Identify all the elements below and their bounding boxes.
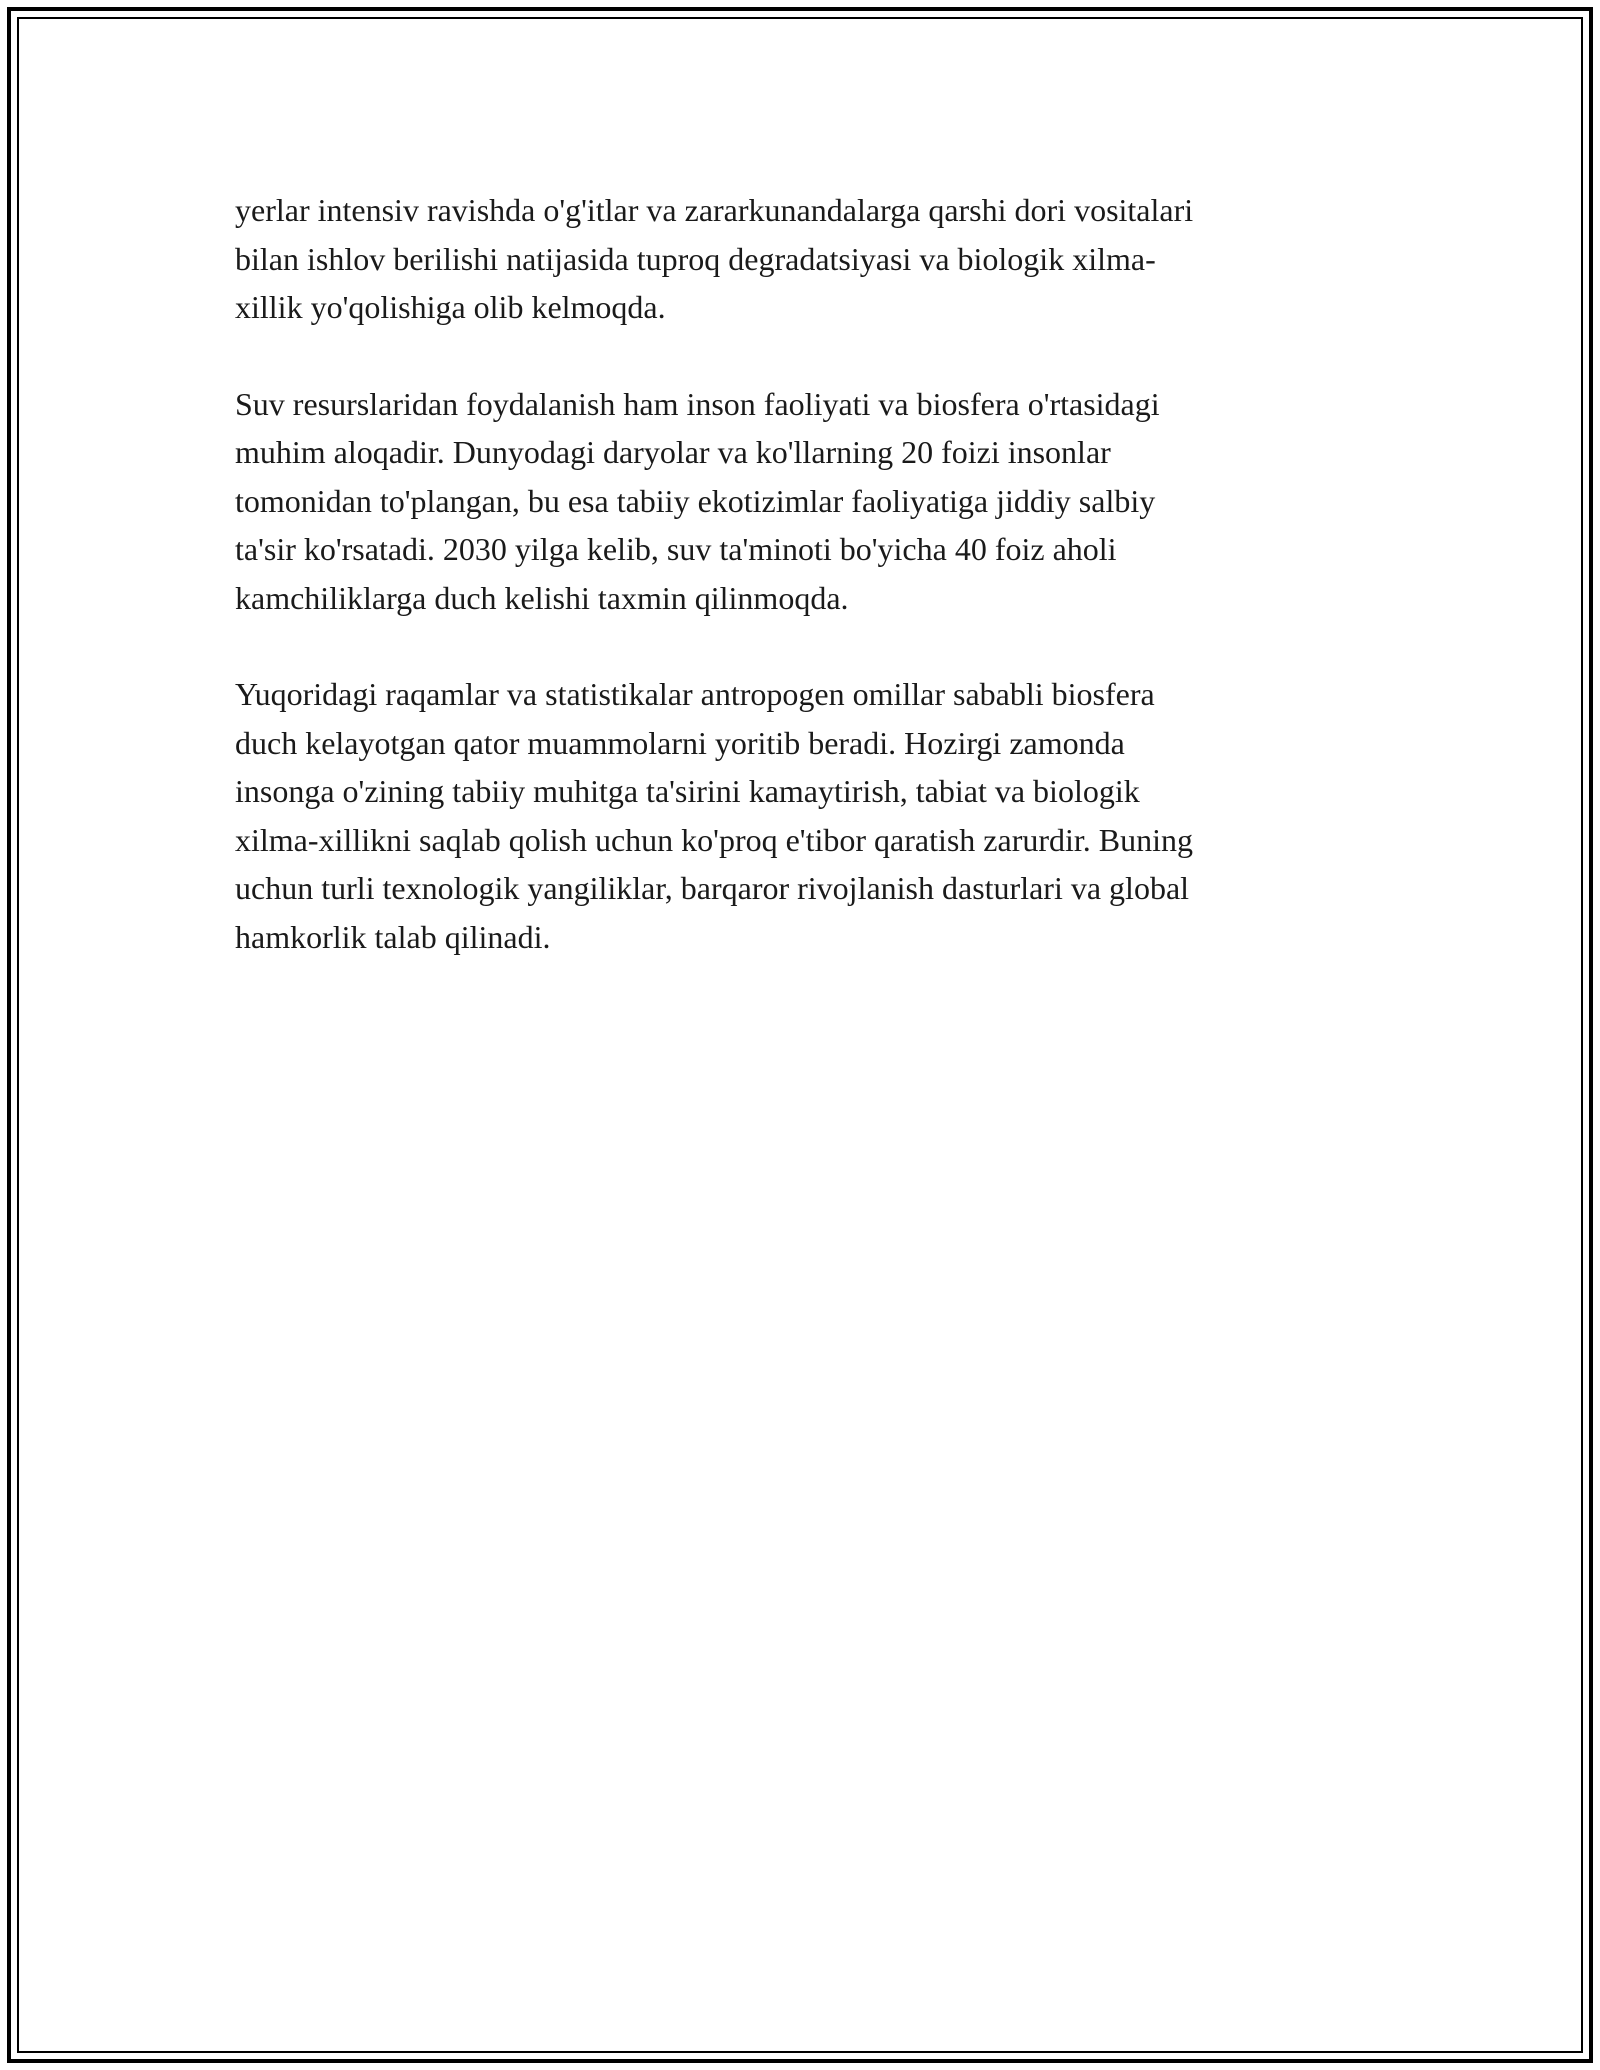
paragraph-1: yerlar intensiv ravishda o'g'itlar va zararkunandalarga qarshi dori vositalari bilan ishlov berilishi natijasida tuproq degradatsiyasi va biologik xilma- xillik yo'qolishiga olib kelmoqda. (235, 192, 1194, 325)
paragraph-2: Suv resurslaridan foydalanish ham inson faoliyati va biosfera o'rtasidagi muhim aloqadir. Dunyodagi daryolar va ko'llarning 20 foizi insonlar tomonidan to'plangan, bu esa tabiiy ekotizimlar faoliyatiga jiddiy salbiy ta'sir ko'rsatadi. 2030 yilga kelib, suv ta'minoti bo'yicha 40 foiz aholi kamchiliklarga duch kelishi taxmin qilinmoqda. (235, 385, 1160, 616)
paragraph-3: Yuqoridagi raqamlar va statistikalar antropogen omillar sababli biosfera duch kelayotgan qator muammolarni yoritib beradi. Hozirgi zamonda insonga o'zining tabiiy muhitga ta'sirini kamaytirish, tabiat va biologik xilma-xillikni saqlab qolish uchun ko'proq e'tibor qaratish zarurdir. Buning uchun turli texnologik yangiliklar, barqaror rivojlanish dasturlari va global hamkorlik talab qilinadi. (235, 676, 1194, 955)
document-body (235, 186, 1375, 1009)
